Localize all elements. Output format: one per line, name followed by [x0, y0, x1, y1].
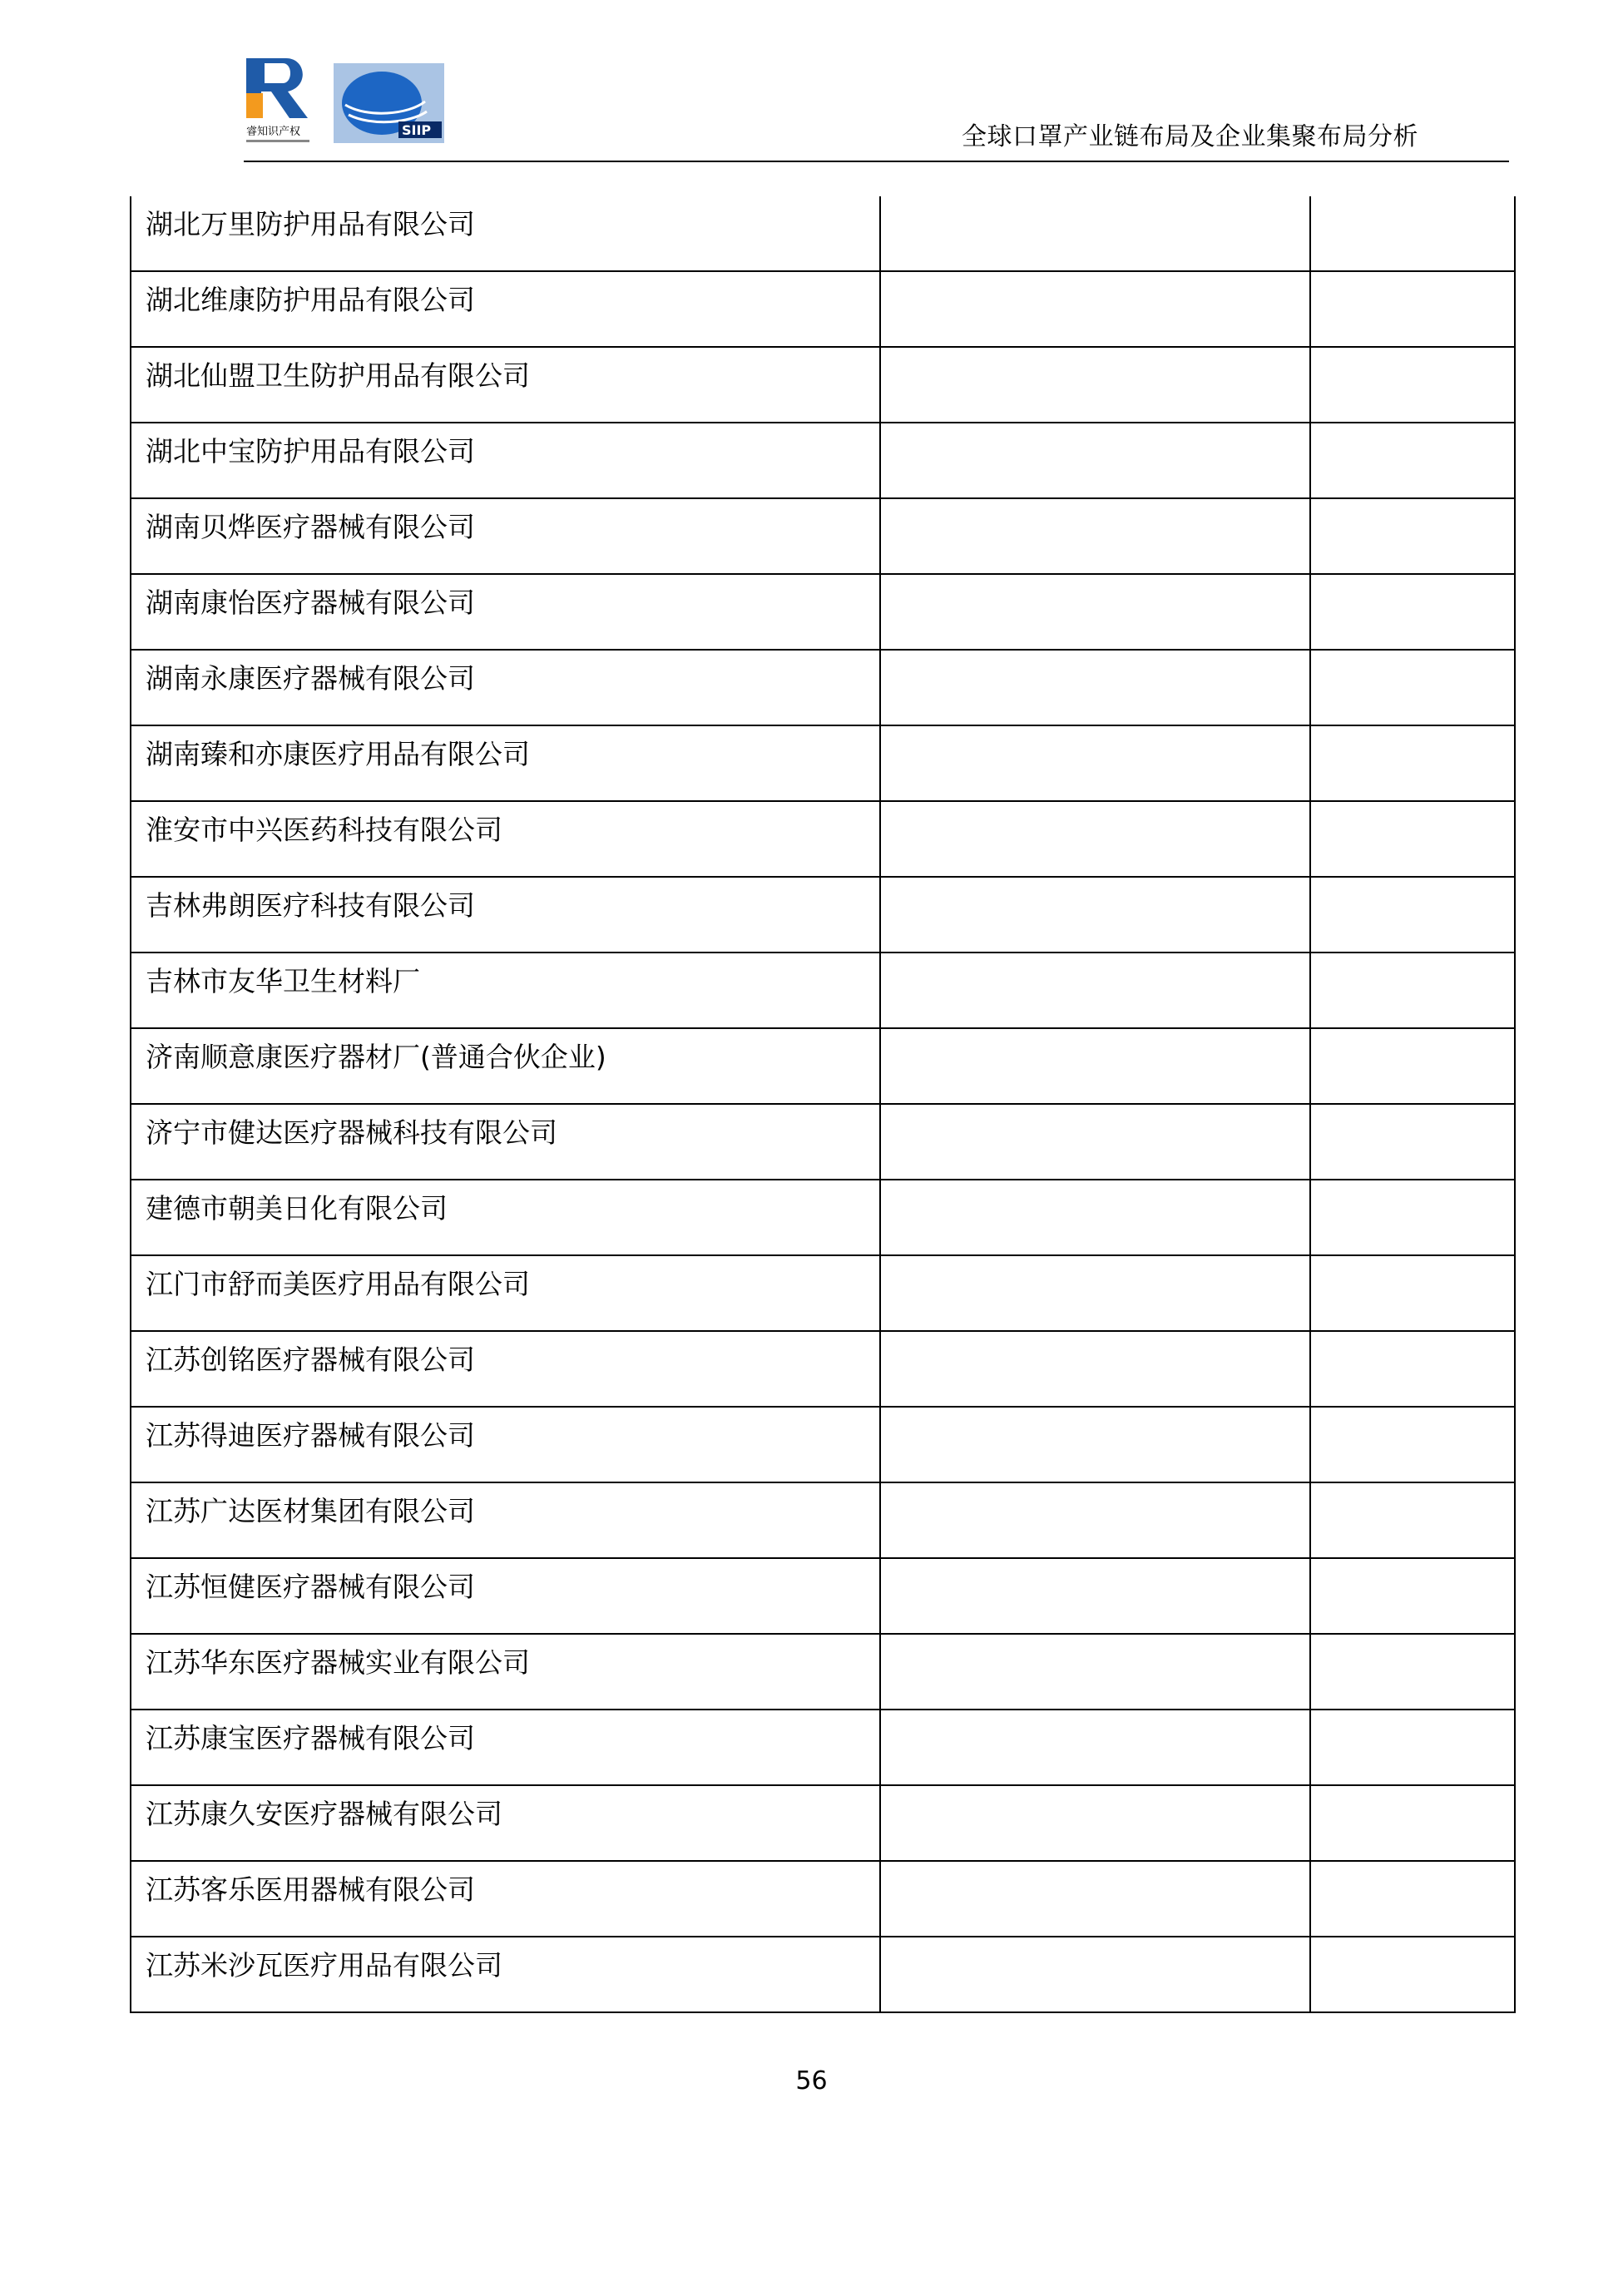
empty-cell [1310, 877, 1515, 953]
empty-cell [1310, 801, 1515, 877]
company-name-cell: 江苏康宝医疗器械有限公司 [131, 1710, 880, 1785]
empty-cell [1310, 574, 1515, 650]
company-name-cell: 江苏华东医疗器械实业有限公司 [131, 1634, 880, 1710]
empty-cell [880, 574, 1310, 650]
empty-cell [880, 1180, 1310, 1255]
empty-cell [880, 1331, 1310, 1407]
empty-cell [880, 1634, 1310, 1710]
table-row [131, 953, 1515, 1028]
siip-globe-logo-icon [334, 63, 444, 143]
empty-cell [1310, 498, 1515, 574]
company-name-cell: 江苏康久安医疗器械有限公司 [131, 1785, 880, 1861]
table-row [131, 1785, 1515, 1861]
empty-cell [880, 801, 1310, 877]
empty-cell [1310, 1634, 1515, 1710]
company-name-cell: 湖南永康医疗器械有限公司 [131, 650, 880, 725]
company-name-cell: 江苏创铭医疗器械有限公司 [131, 1331, 880, 1407]
table-row [131, 1028, 1515, 1104]
empty-cell [880, 498, 1310, 574]
company-name-cell: 湖北中宝防护用品有限公司 [131, 423, 880, 498]
empty-cell [1310, 1407, 1515, 1482]
table-row [131, 423, 1515, 498]
table-row [131, 1710, 1515, 1785]
empty-cell [880, 1104, 1310, 1180]
empty-cell [1310, 347, 1515, 423]
header-divider [244, 161, 1509, 162]
empty-cell [880, 1407, 1310, 1482]
logo-right-caption: SIIP [402, 122, 432, 138]
table-row [131, 574, 1515, 650]
company-name-cell: 湖南贝烨医疗器械有限公司 [131, 498, 880, 574]
table-row [131, 1937, 1515, 2012]
empty-cell [880, 1558, 1310, 1634]
empty-cell [880, 1028, 1310, 1104]
company-name-cell: 建德市朝美日化有限公司 [131, 1180, 880, 1255]
company-name-cell: 江苏客乐医用器械有限公司 [131, 1861, 880, 1937]
table-row [131, 1255, 1515, 1331]
table-row [131, 347, 1515, 423]
company-name-cell: 湖南康怡医疗器械有限公司 [131, 574, 880, 650]
company-name-cell: 济南顺意康医疗器材厂(普通合伙企业) [131, 1028, 880, 1104]
empty-cell [880, 347, 1310, 423]
company-name-cell: 湖北仙盟卫生防护用品有限公司 [131, 347, 880, 423]
empty-cell [1310, 1861, 1515, 1937]
empty-cell [880, 725, 1310, 801]
page-header [0, 0, 1623, 166]
company-name-cell: 江苏米沙瓦医疗用品有限公司 [131, 1937, 880, 2012]
company-table [130, 196, 1516, 2013]
table-row [131, 1180, 1515, 1255]
empty-cell [1310, 1710, 1515, 1785]
table-row [131, 1407, 1515, 1482]
company-name-cell: 江苏恒健医疗器械有限公司 [131, 1558, 880, 1634]
company-name-cell: 吉林市友华卫生材料厂 [131, 953, 880, 1028]
table-row [131, 1331, 1515, 1407]
empty-cell [1310, 1937, 1515, 2012]
company-name-cell: 湖南臻和亦康医疗用品有限公司 [131, 725, 880, 801]
page-number: 56 [795, 2066, 828, 2096]
table-row [131, 196, 1515, 271]
empty-cell [1310, 271, 1515, 347]
table-row [131, 801, 1515, 877]
empty-cell [1310, 196, 1515, 271]
empty-cell [880, 1785, 1310, 1861]
company-name-cell: 湖北维康防护用品有限公司 [131, 271, 880, 347]
empty-cell [1310, 650, 1515, 725]
table-row [131, 725, 1515, 801]
ruizhi-logo-icon [246, 58, 313, 148]
empty-cell [880, 1710, 1310, 1785]
empty-cell [880, 271, 1310, 347]
empty-cell [1310, 1331, 1515, 1407]
empty-cell [880, 953, 1310, 1028]
table-row [131, 1482, 1515, 1558]
empty-cell [1310, 423, 1515, 498]
table-row [131, 1861, 1515, 1937]
table-row [131, 1634, 1515, 1710]
empty-cell [1310, 1255, 1515, 1331]
table-row [131, 1558, 1515, 1634]
empty-cell [880, 877, 1310, 953]
empty-cell [1310, 1180, 1515, 1255]
empty-cell [880, 1255, 1310, 1331]
company-name-cell: 湖北万里防护用品有限公司 [131, 196, 880, 271]
empty-cell [1310, 725, 1515, 801]
empty-cell [1310, 1482, 1515, 1558]
company-name-cell: 江苏得迪医疗器械有限公司 [131, 1407, 880, 1482]
table-row [131, 498, 1515, 574]
company-name-cell: 淮安市中兴医药科技有限公司 [131, 801, 880, 877]
empty-cell [880, 423, 1310, 498]
empty-cell [880, 196, 1310, 271]
company-name-cell: 吉林弗朗医疗科技有限公司 [131, 877, 880, 953]
table-row [131, 650, 1515, 725]
empty-cell [880, 1861, 1310, 1937]
document-title: 全球口罩产业链布局及企业集聚布局分析 [962, 122, 1418, 151]
empty-cell [880, 1937, 1310, 2012]
company-table-body [131, 196, 1515, 2012]
table-row [131, 1104, 1515, 1180]
company-name-cell: 济宁市健达医疗器械科技有限公司 [131, 1104, 880, 1180]
empty-cell [880, 650, 1310, 725]
logo-left-caption: 睿知识产权 [246, 126, 301, 138]
empty-cell [1310, 953, 1515, 1028]
company-name-cell: 江苏广达医材集团有限公司 [131, 1482, 880, 1558]
company-name-cell: 江门市舒而美医疗用品有限公司 [131, 1255, 880, 1331]
table-row [131, 877, 1515, 953]
empty-cell [1310, 1028, 1515, 1104]
empty-cell [1310, 1558, 1515, 1634]
empty-cell [1310, 1104, 1515, 1180]
empty-cell [880, 1482, 1310, 1558]
empty-cell [1310, 1785, 1515, 1861]
table-row [131, 271, 1515, 347]
